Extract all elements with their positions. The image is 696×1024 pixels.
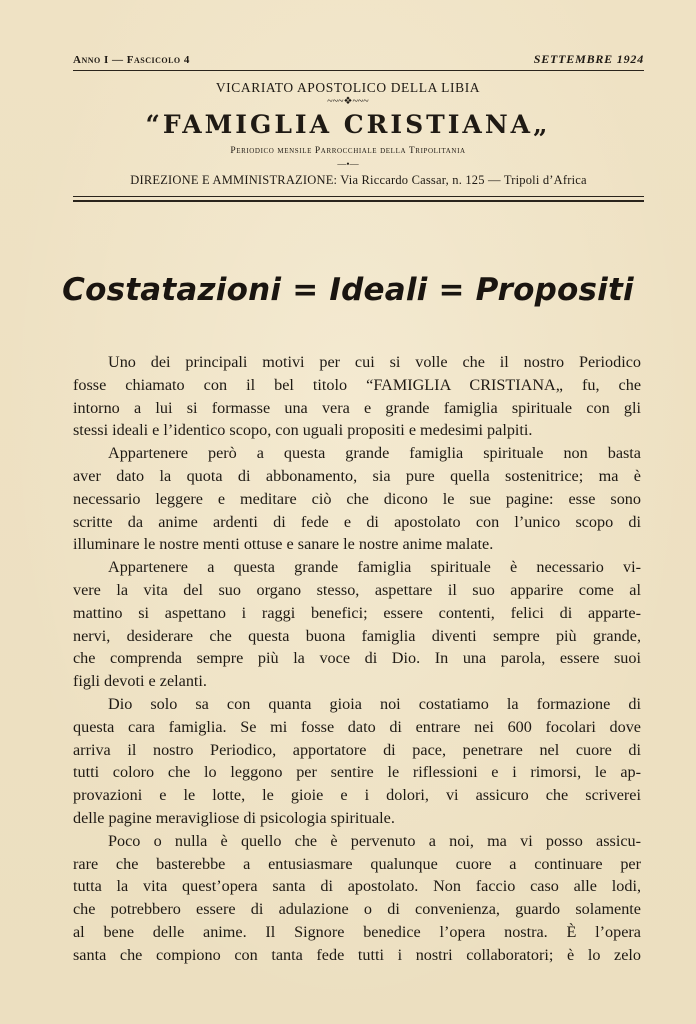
article-line: santa che compiono con tanta fede tutti i nostri collaboratori; è lo zelo (73, 945, 641, 964)
article-line: arriva il nostro Periodico, apportatore di pace, penetrare nel cuore di (73, 740, 641, 759)
article-line: stessi ideali e l’identico scopo, con uguali propositi e medesimi palpiti. (73, 421, 533, 440)
article-line: provazioni e le lotte, le gioie e i dolori, vi assicuro che scriverei (73, 786, 641, 805)
article-line: Dio solo sa con quanta gioia noi costatiamo la formazione di (108, 694, 641, 713)
article-line: che potrebbero essere di adulazione o di convenienza, guardo solamente (73, 900, 641, 919)
article-line: rare che basterebbe a entusiasmare qualunque cuore a continuare per (73, 854, 641, 873)
ornament-divider: ~~~❖~~~ (327, 96, 369, 107)
article-line: scritte da anime ardenti di fede e di apostolato con l’unico scopo di (73, 512, 641, 531)
issue-number: Anno I — Fascicolo 4 (73, 54, 190, 66)
article-line: tutta la vita quest’opera santa di apostolato. Non faccio caso alle lodi, (73, 877, 641, 896)
issue-header-line (73, 52, 644, 67)
article-line: Uno dei principali motivi per cui si volle che il nostro Periodico (108, 353, 641, 371)
article-line: Appartenere a questa grande famiglia spirituale è necessario vi- (108, 558, 641, 577)
article-line: mattino si aspettano i raggi benefici; essere contenti, felici di apparte- (73, 603, 641, 622)
article-title: Costatazioni = Ideali = Propositi (62, 272, 634, 308)
article-line: necessario leggere e meditare ciò che dicono le sue pagine: esse sono (73, 489, 641, 508)
article-line: questa cara famiglia. Se mi fosse dato di entrare nei 600 focolari dove (73, 717, 641, 736)
article-line: figli devoti e zelanti. (73, 672, 207, 691)
vicariato-heading: VICARIATO APOSTOLICO DELLA LIBIA (215, 80, 481, 95)
address-line: DIREZIONE E AMMINISTRAZIONE: Via Riccardo Cassar, n. 125 — Tripoli d’Africa (130, 173, 587, 187)
ornament-divider-small: —•— (337, 159, 359, 169)
issue-date: SETTEMBRE 1924 (533, 52, 644, 66)
top-rule (73, 70, 644, 71)
article-line: vere la vita del suo organo stesso, aspettare il suo apparire come al (73, 580, 641, 599)
article-line: al bene delle anime. Il Signore benedice l’opera nostra. È l’opera (73, 922, 641, 941)
article-line: che comprenda sempre più la voce di Dio. In una parola, essere suoi (73, 649, 641, 668)
article-line: aver dato la quota di abbonamento, sia pure quella sostenitrice; ma è (73, 466, 641, 485)
masthead-double-rule (73, 196, 644, 202)
article-line: delle pagine meravigliose di psicologia spirituale. (73, 808, 395, 827)
article-body (73, 351, 641, 967)
article-line: illuminare le nostre menti ottuse e sanare le nostre anime malate. (73, 535, 494, 554)
article-line: fosse chiamato con il bel titolo “FAMIGLIA CRISTIANA„ fu, che (73, 375, 641, 394)
article-line: Appartenere però a questa grande famiglia spirituale non basta (108, 444, 641, 463)
article-line: tutti coloro che lo leggono per sentire le riflessioni e i rimorsi, le ap- (73, 763, 641, 782)
masthead-title: “FAMIGLIA CRISTIANA„ (145, 110, 551, 139)
article-line: Poco o nulla è quello che è pervenuto a noi, ma vi posso assicu- (108, 831, 641, 850)
article-line: intorno a lui si formasse una vera e grande famiglia spirituale con gli (73, 398, 641, 417)
masthead-subtitle: Periodico mensile Parrocchiale della Tripolitania (230, 146, 466, 156)
article-line: nervi, desiderare che questa buona famiglia diventi sempre più grande, (73, 626, 641, 645)
